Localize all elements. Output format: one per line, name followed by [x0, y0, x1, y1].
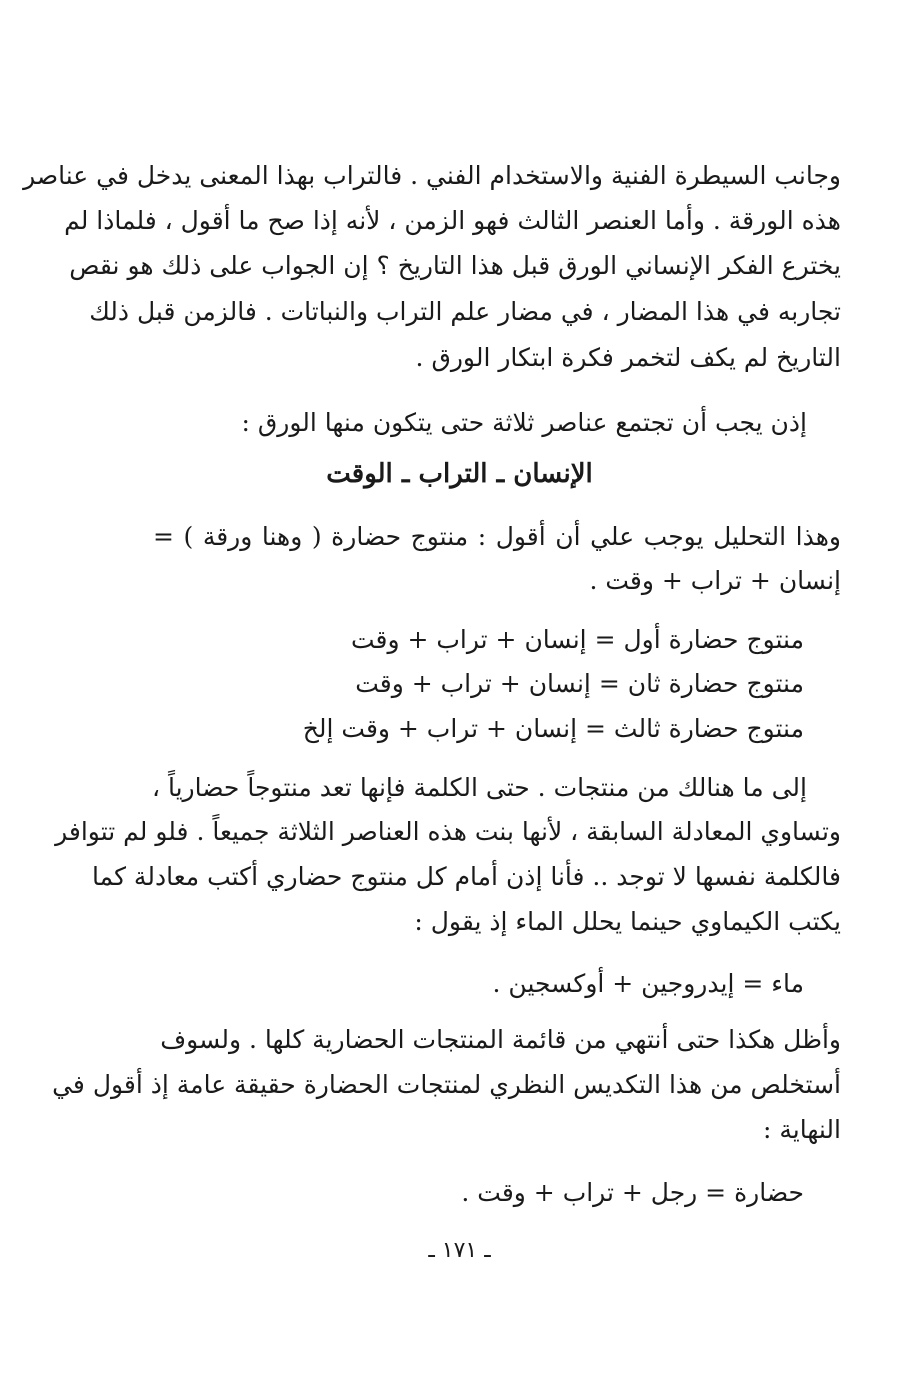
equation-line-1: منتوج حضارة أول = إنسان + تراب + وقت: [350, 625, 804, 654]
paragraph-3-line-3: فالكلمة نفسها لا توجد .. فأنا إذن أمام كل منتوج حضاري أكتب معادلة كما: [92, 862, 841, 891]
water-equation: ماء = إيدروجين + أوكسجين .: [492, 969, 804, 998]
paragraph-2-line-1: وهذا التحليل يوجب علي أن أقول : منتوج حضارة ( وهنا ورقة ) =: [153, 522, 841, 551]
equation-line-3: منتوج حضارة ثالث = إنسان + تراب + وقت إلخ: [302, 714, 804, 743]
paragraph-4-line-3: النهاية :: [763, 1115, 841, 1144]
page-number: ـ ١٧١ ـ: [428, 1238, 491, 1263]
paragraph-3-line-1: إلى ما هنالك من منتجات . حتى الكلمة فإنها تعد منتوجاً حضارياً ،: [151, 773, 807, 802]
paragraph-1-line-3: يخترع الفكر الإنساني الورق قبل هذا التاريخ ؟ إن الجواب على ذلك هو نقص: [69, 251, 841, 280]
paragraph-2-line-2: إنسان + تراب + وقت .: [589, 566, 841, 595]
section-heading: الإنسان ـ التراب ـ الوقت: [326, 459, 593, 489]
paragraph-1-line-1: وجانب السيطرة الفنية والاستخدام الفني . فالتراب بهذا المعنى يدخل في عناصر: [23, 161, 841, 190]
paragraph-4-line-2: أستخلص من هذا التكديس النظري لمنتجات الحضارة حقيقة عامة إذ أقول في: [52, 1070, 841, 1099]
paragraph-1-line-2: هذه الورقة . وأما العنصر الثالث فهو الزمن ، لأنه إذا صح ما أقول ، فلماذا لم: [64, 206, 841, 235]
intro-line: إذن يجب أن تجتمع عناصر ثلاثة حتى يتكون منها الورق :: [241, 408, 807, 437]
paragraph-4-line-1: وأظل هكذا حتى أنتهي من قائمة المنتجات الحضارية كلها . ولسوف: [160, 1025, 841, 1054]
paragraph-3-line-2: وتساوي المعادلة السابقة ، لأنها بنت هذه العناصر الثلاثة جميعاً . فلو لم تتوافر: [55, 817, 841, 846]
paragraph-1-line-5: التاريخ لم يكف لتخمر فكرة ابتكار الورق .: [415, 343, 841, 372]
final-equation: حضارة = رجل + تراب + وقت .: [461, 1178, 804, 1207]
equation-line-2: منتوج حضارة ثان = إنسان + تراب + وقت: [355, 669, 804, 698]
paragraph-1-line-4: تجاربه في هذا المضار ، في مضار علم التراب والنباتات . فالزمن قبل ذلك: [89, 297, 841, 326]
paragraph-3-line-4: يكتب الكيماوي حينما يحلل الماء إذ يقول :: [414, 907, 841, 936]
